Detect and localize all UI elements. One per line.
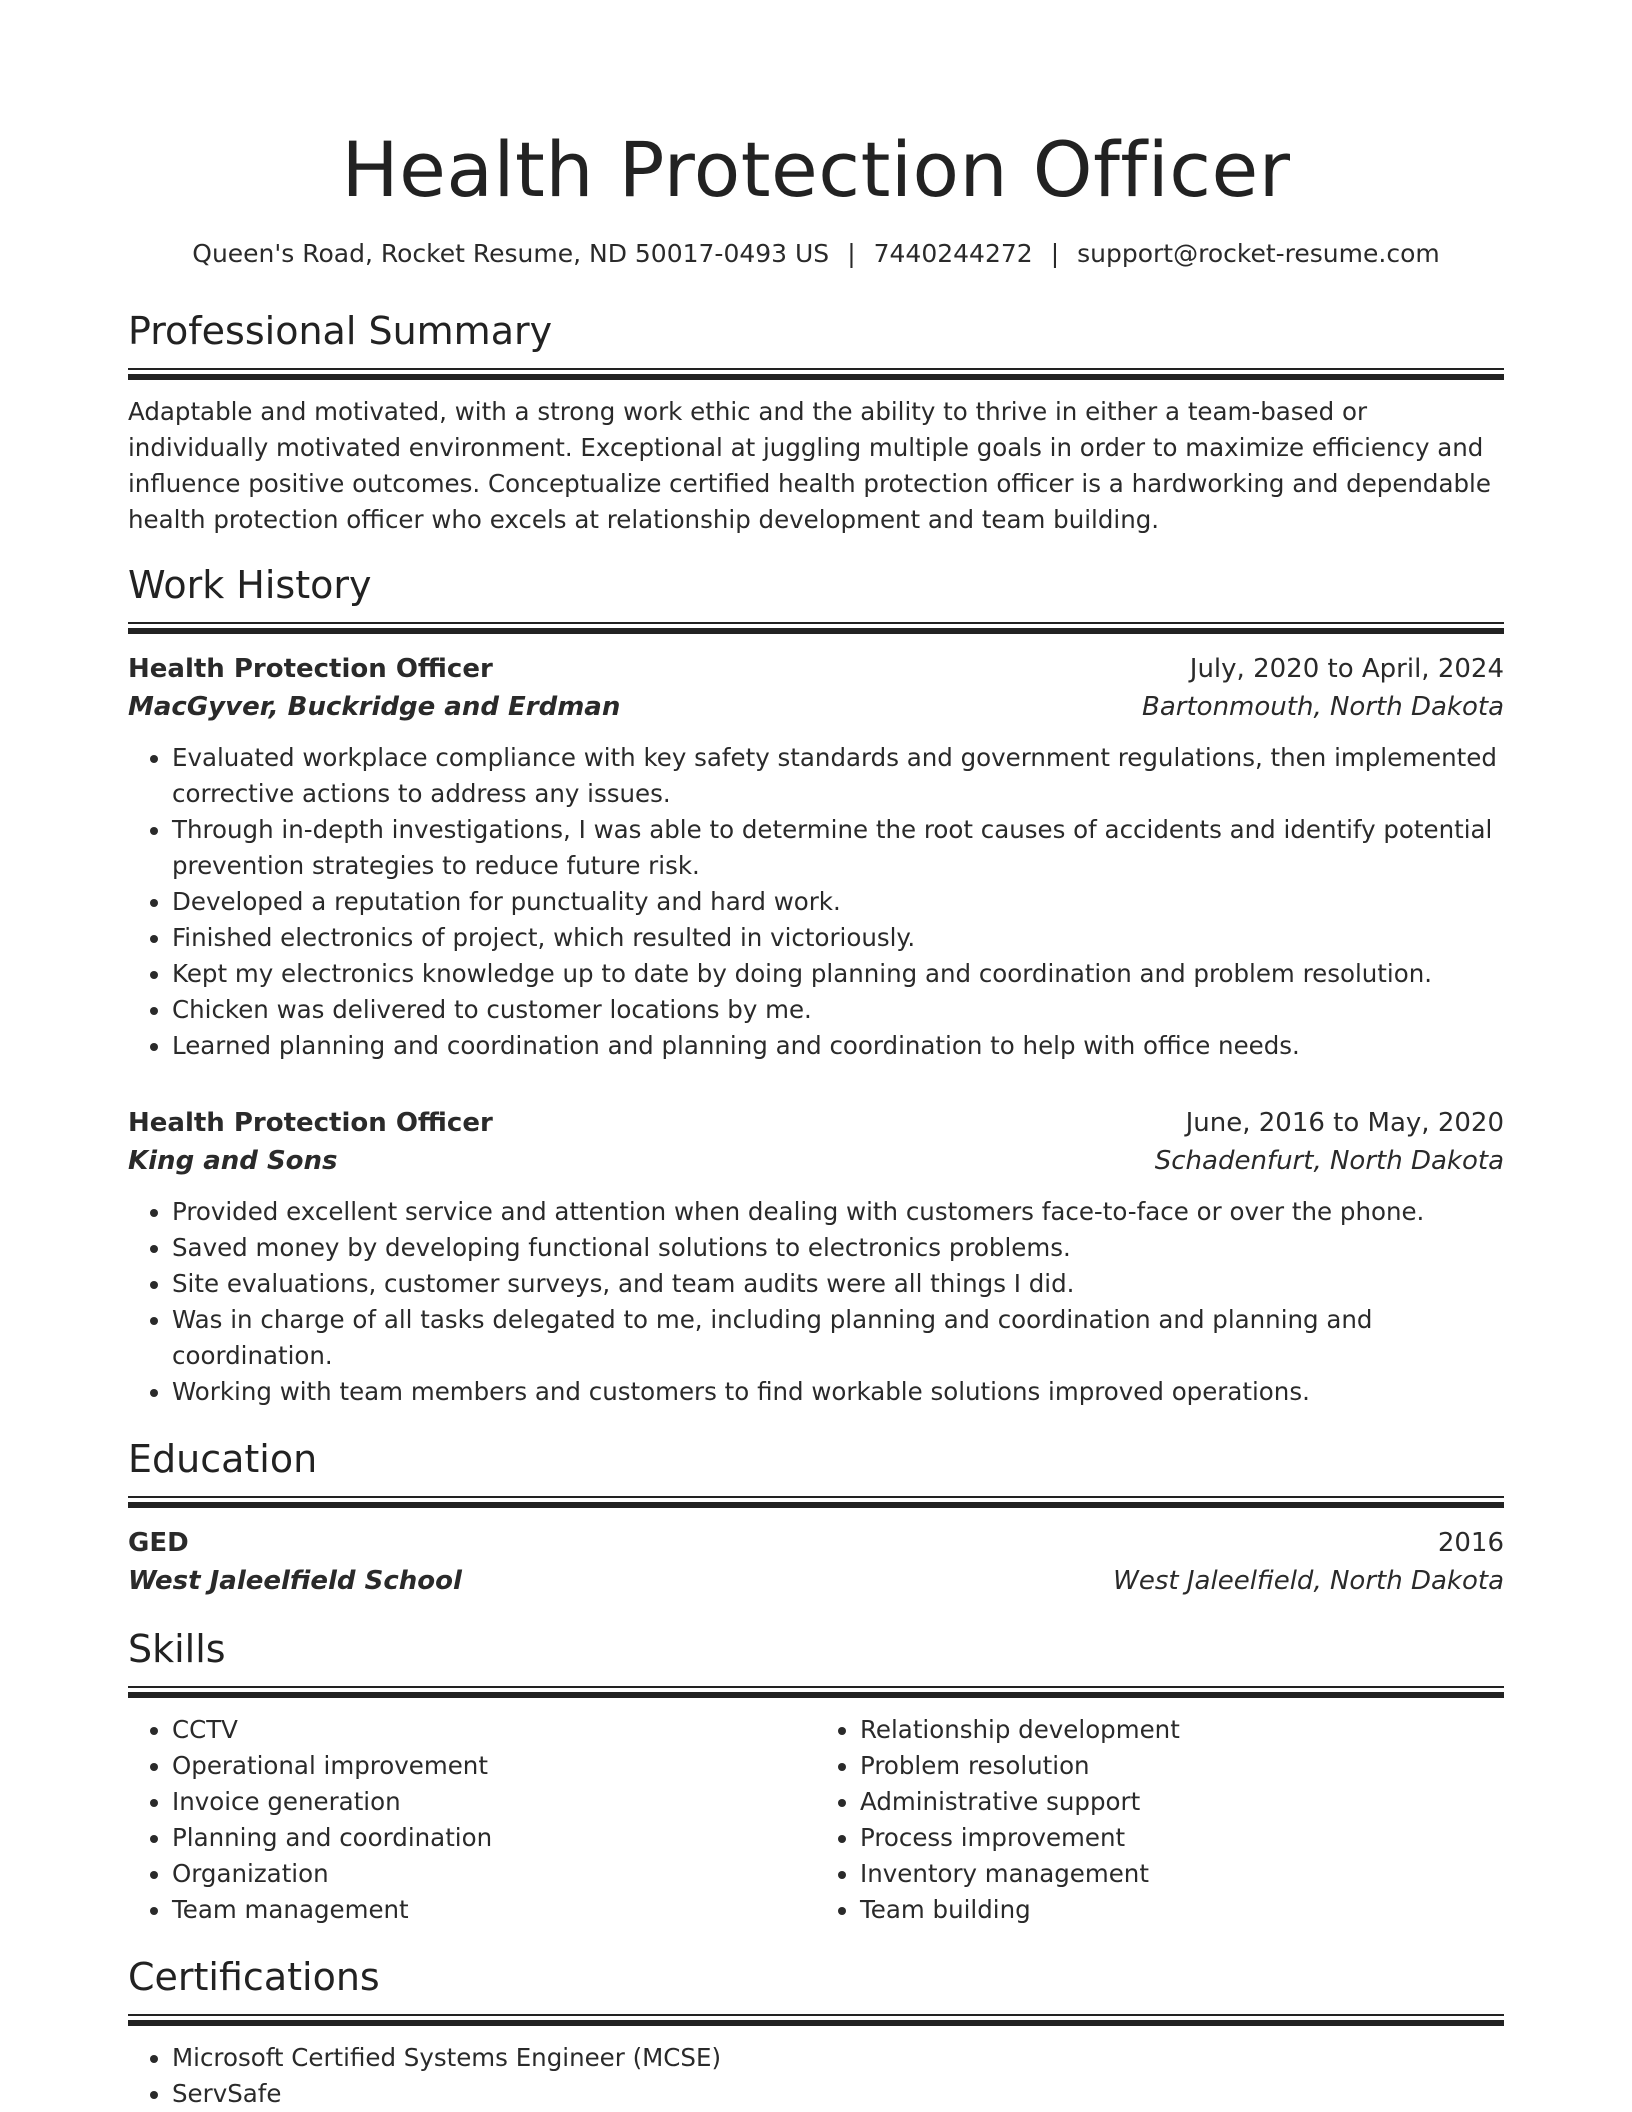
section-title: Skills xyxy=(128,1627,226,1671)
job-dates: July, 2020 to April, 2024 xyxy=(1189,654,1504,684)
list-item: • Chicken was delivered to customer locations by me. xyxy=(172,992,1504,1028)
skill-item: • Problem resolution xyxy=(860,1748,1504,1784)
skill-item: • Team management xyxy=(172,1892,816,1928)
list-item: • Kept my electronics knowledge up to date by doing planning and coordination and problem resolution. xyxy=(172,956,1504,992)
section-divider xyxy=(128,2014,1504,2026)
list-item: • Saved money by developing functional solutions to electronics problems. xyxy=(172,1230,1504,1266)
skill-item: • Operational improvement xyxy=(172,1748,816,1784)
job-bullets xyxy=(128,740,1504,1064)
job-dates: June, 2016 to May, 2020 xyxy=(1185,1108,1504,1138)
job-entry xyxy=(128,650,1504,1064)
skill-item: • Relationship development xyxy=(860,1712,1504,1748)
list-item: • Was in charge of all tasks delegated to me, including planning and coordination and planning and coordination. xyxy=(172,1302,1504,1374)
contact-line xyxy=(128,236,1504,272)
skill-item: • Team building xyxy=(860,1892,1504,1928)
skill-item: • Planning and coordination xyxy=(172,1820,816,1856)
section-divider xyxy=(128,1496,1504,1508)
section-divider xyxy=(128,1686,1504,1698)
contact-address: Queen's Road, Rocket Resume, ND 50017-0493 US xyxy=(192,239,830,268)
section-title: Work History xyxy=(128,563,372,607)
skill-item: • Invoice generation xyxy=(172,1784,816,1820)
section-title: Certifications xyxy=(128,1955,380,1999)
section-title: Education xyxy=(128,1437,318,1481)
certifications-section xyxy=(128,1952,1504,2112)
contact-email: support@rocket-resume.com xyxy=(1077,239,1440,268)
job-company: MacGyver, Buckridge and Erdman xyxy=(128,692,621,722)
skill-item: • Process improvement xyxy=(860,1820,1504,1856)
contact-separator: | xyxy=(847,239,856,268)
list-item: • Site evaluations, customer surveys, and team audits were all things I did. xyxy=(172,1266,1504,1302)
certification-item: • Microsoft Certified Systems Engineer (MCSE) xyxy=(172,2040,1504,2076)
list-item: • Provided excellent service and attention when dealing with customers face-to-face or over the phone. xyxy=(172,1194,1504,1230)
job-entry xyxy=(128,1104,1504,1410)
skills-section xyxy=(128,1624,1504,1928)
school-location: West Jaleelfield, North Dakota xyxy=(1113,1566,1504,1596)
job-location: Schadenfurt, North Dakota xyxy=(1154,1146,1504,1176)
skills-list-left xyxy=(128,1712,816,1928)
list-item: • Evaluated workplace compliance with key safety standards and government regulations, then implemented corrective actions to address any issues. xyxy=(172,740,1504,812)
skills-list-right xyxy=(816,1712,1504,1928)
candidate-name: Health Protection Officer xyxy=(341,125,1291,214)
certification-item: • ServSafe xyxy=(172,2076,1504,2112)
graduation-year: 2016 xyxy=(1437,1528,1504,1558)
job-location: Bartonmouth, North Dakota xyxy=(1142,692,1504,722)
skill-item: • Administrative support xyxy=(860,1784,1504,1820)
job-company: King and Sons xyxy=(128,1146,338,1176)
summary-section xyxy=(128,306,1504,538)
skill-item: • Organization xyxy=(172,1856,816,1892)
section-divider xyxy=(128,622,1504,634)
list-item: • Finished electronics of project, which resulted in victoriously. xyxy=(172,920,1504,956)
skill-item: • Inventory management xyxy=(860,1856,1504,1892)
skill-item: • CCTV xyxy=(172,1712,816,1748)
list-item: • Through in-depth investigations, I was able to determine the root causes of accidents and identify potential prevention strategies to reduce future risk. xyxy=(172,812,1504,884)
school-name: West Jaleelfield School xyxy=(128,1566,462,1596)
section-title: Professional Summary xyxy=(128,309,553,353)
degree: GED xyxy=(128,1528,189,1558)
job-title: Health Protection Officer xyxy=(128,654,493,684)
list-item: • Working with team members and customers to find workable solutions improved operations. xyxy=(172,1374,1504,1410)
job-bullets xyxy=(128,1194,1504,1410)
contact-phone: 7440244272 xyxy=(873,239,1033,268)
section-divider xyxy=(128,368,1504,380)
job-title: Health Protection Officer xyxy=(128,1108,493,1138)
work-history-section xyxy=(128,560,1504,1410)
summary-text: Adaptable and motivated, with a strong work ethic and the ability to thrive in either a team-based or individually motivated environment. Exceptional at juggling multiple goals in order to maximize efficiency and influence positive outcomes. Conceptualize certified health protection officer is a hardworking and dependable health protection officer who excels at relationship development and team building. xyxy=(128,397,1491,534)
certifications-list xyxy=(128,2040,1504,2112)
contact-separator: | xyxy=(1050,239,1060,268)
list-item: • Learned planning and coordination and planning and coordination to help with office needs. xyxy=(172,1028,1504,1064)
education-section xyxy=(128,1434,1504,1600)
list-item: • Developed a reputation for punctuality and hard work. xyxy=(172,884,1504,920)
